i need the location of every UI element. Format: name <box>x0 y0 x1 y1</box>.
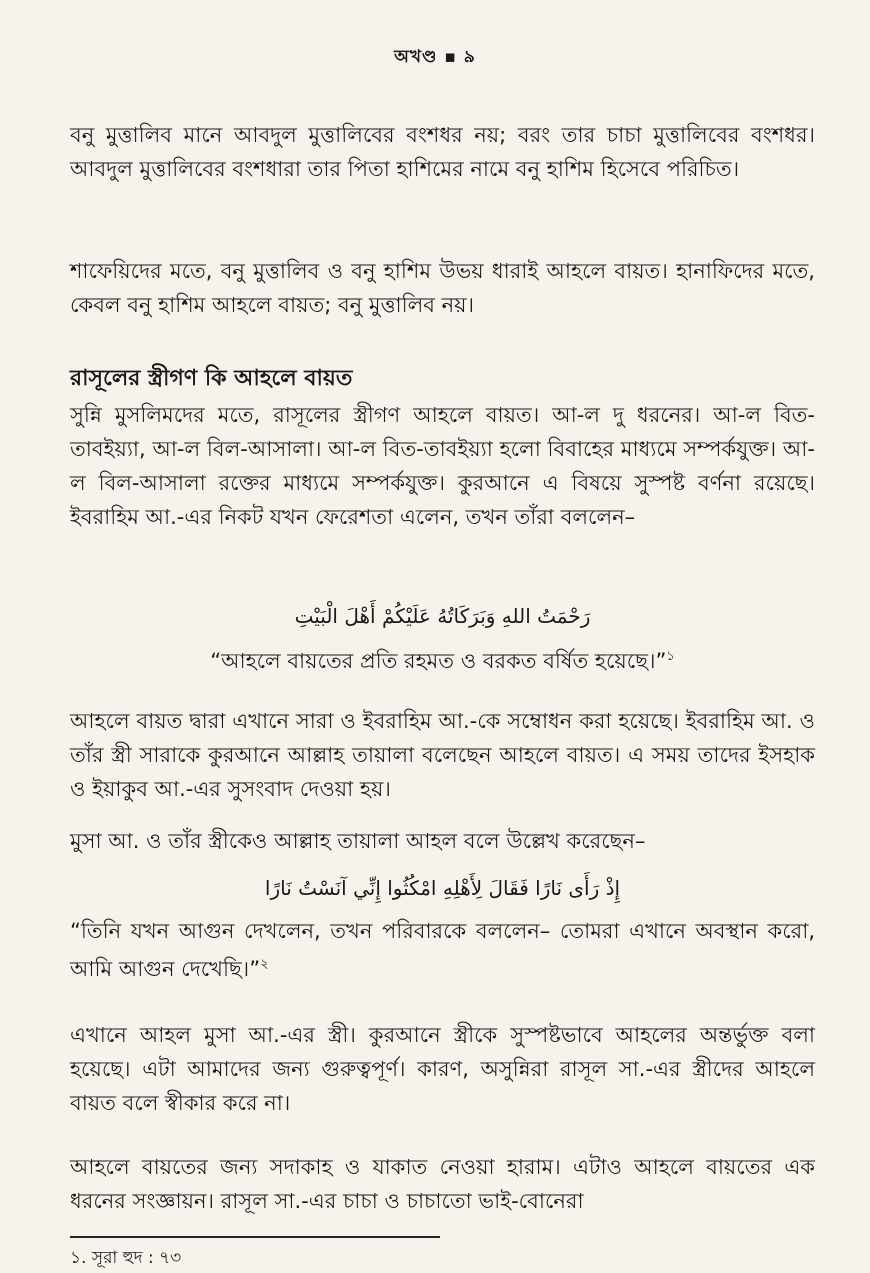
paragraph-5: মুসা আ. ও তাঁর স্ত্রীকেও আল্লাহ তায়ালা আহল বলে উল্লেখ করেছেন– <box>70 829 646 853</box>
quote-1-text: “আহলে বায়তের প্রতি রহমত ও বরকত বর্ষিত হয়েছে।” <box>210 649 667 673</box>
footnote-divider <box>70 1236 440 1238</box>
paragraph-7: আহলে বায়তের জন্য সদাকাহ ও যাকাত নেওয়া হারাম। এটাও আহলে বায়তের এক ধরনের সংজ্ঞায়ন। রাসূল সা.-এর চাচা ও চাচাতো ভাই-বোনেরা <box>70 1155 815 1213</box>
footnote-ref-1[interactable]: ১ <box>666 649 675 664</box>
footnote: ১. সূরা হুদ : ৭৩ <box>70 1248 182 1268</box>
paragraph-2: শাফেয়িদের মতে, বনু মুত্তালিব ও বনু হাশিম উভয় ধারাই আহলে বায়ত। হানাফিদের মতে, কেবল বনু হাশিম আহলে বায়ত; বনু মুত্তালিব নয়। <box>70 259 815 317</box>
page-header: অখণ্ড ▪ ৯ <box>394 47 476 67</box>
paragraph-4: আহলে বায়ত দ্বারা এখানে সারা ও ইবরাহিম আ.-কে সম্বোধন করা হয়েছে। ইবরাহিম আ. ও তাঁর স্ত্রী সারাকে কুরআনে আল্লাহ তায়ালা বলেছেন আহলে বায়ত। এ সময় তাদের ইসহাক ও ইয়াকুব আ.-এর সুসংবাদ দেওয়া হয়। <box>70 709 815 801</box>
quote-1 <box>70 640 815 678</box>
footnote-ref-2[interactable]: ২ <box>260 957 269 972</box>
paragraph-1: বনু মুত্তালিব মানে আবদুল মুত্তালিবের বংশধর নয়; বরং তার চাচা মুত্তালিবের বংশধর। আবদুল মুত্তালিবের বংশধারা তার পিতা হাশিমের নামে বনু হাশিম হিসেবে পরিচিত। <box>70 123 815 181</box>
section-heading: রাসূলের স্ত্রীগণ কি আহলে বায়ত <box>70 366 353 391</box>
arabic-verse-1: رَحْمَتُ اللهِ وَبَرَكَاتُهُ عَلَيْكُمْ أَهْلَ الْبَيْتِ <box>294 604 591 628</box>
quote-2 <box>70 914 815 986</box>
paragraph-3: সুন্নি মুসলিমদের মতে, রাসূলের স্ত্রীগণ আহলে বায়ত। আ-ল দু ধরনের। আ-ল বিত-তাবইয়্যা, আ-ল বিল-আসালা। আ-ল বিত-তাবইয়্যা হলো বিবাহের মাধ্যমে সম্পর্কযুক্ত। আ-ল বিল-আসালা রক্তের মাধ্যমে সম্পর্কযুক্ত। কুরআনে এ বিষয়ে সুস্পষ্ট বর্ণনা রয়েছে। ইবরাহিম আ.-এর নিকট যখন ফেরেশতা এলেন, তখন তাঁরা বললেন– <box>70 403 815 529</box>
paragraph-6: এখানে আহল মুসা আ.-এর স্ত্রী। কুরআনে স্ত্রীকে সুস্পষ্টভাবে আহলের অন্তর্ভুক্ত বলা হয়েছে। এটা আমাদের জন্য গুরুত্বপূর্ণ। কারণ, অসুন্নিরা রাসূল সা.-এর স্ত্রীদের আহলে বায়ত বলে স্বীকার করে না। <box>70 1023 815 1115</box>
arabic-verse-2: إِذْ رَأَى نَارًا فَقَالَ لِأَهْلِهِ امْكُثُوا إِنِّي آنَسْتُ نَارًا <box>264 876 621 900</box>
quote-2-text: “তিনি যখন আগুন দেখলেন, তখন পরিবারকে বললেন– তোমরা এখানে অবস্থান করো, আমি আগুন দেখেছি।” <box>70 919 815 981</box>
